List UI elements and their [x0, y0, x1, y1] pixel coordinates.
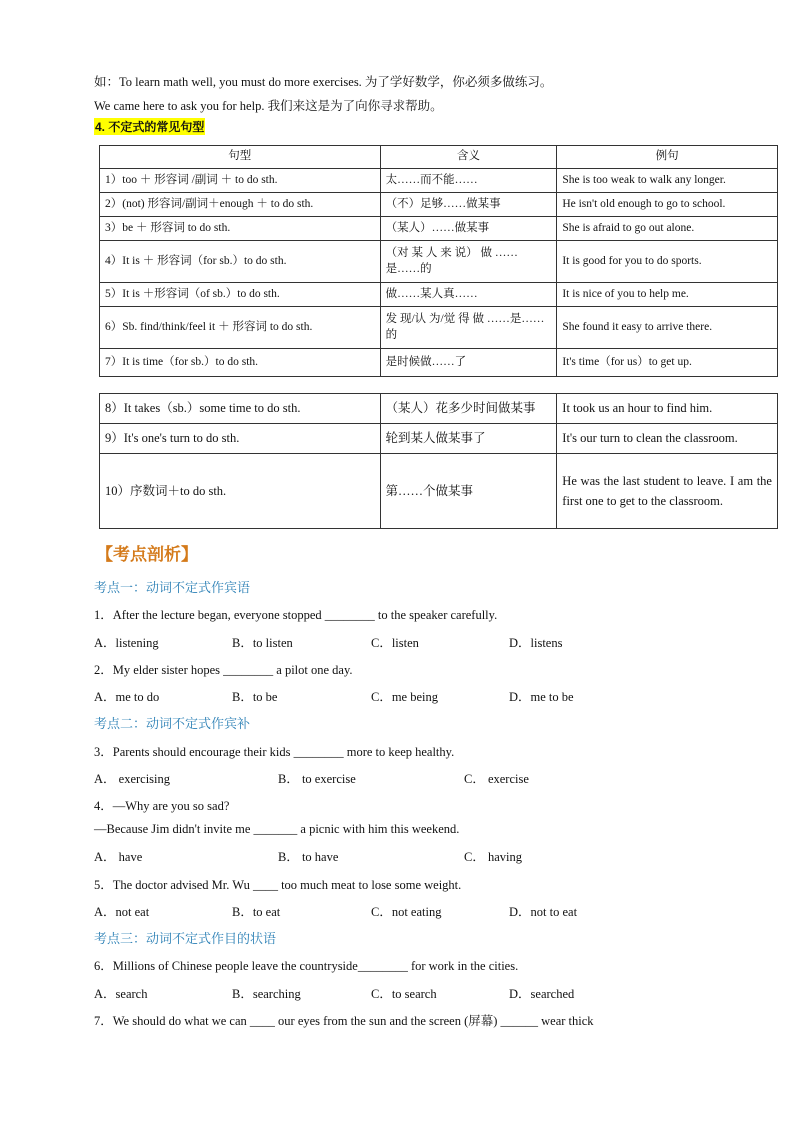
question-4-option-a: A． have	[94, 850, 143, 864]
table-cell: It's time（for us）to get up.	[557, 349, 778, 377]
table-row	[100, 349, 778, 377]
question-1-option-c: C．listen	[371, 636, 419, 650]
question-1-option-b: B．to listen	[232, 636, 293, 650]
topic-heading-1: 考点一：动词不定式作宾语	[94, 581, 251, 596]
question-3-option-c: C． exercise	[464, 772, 529, 786]
table-row	[100, 454, 778, 529]
table-cell: She is afraid to go out alone.	[557, 217, 778, 241]
question-1-option-a: A．listening	[94, 636, 159, 650]
table-cell: 3）be ＋ 形容词 to do sth.	[100, 217, 381, 241]
question-2-option-c: C．me being	[371, 690, 439, 704]
question-5-stem: 5．The doctor advised Mr. Wu ____ too much meat to lose some weight.	[94, 878, 462, 892]
question-4-stem-2: —Because Jim didn't invite me _______ a picnic with him this weekend.	[94, 822, 460, 836]
question-2-option-a: A．me to do	[94, 690, 160, 704]
topic-heading-2: 考点二：动词不定式作宾补	[94, 717, 251, 732]
table-cell: It took us an hour to find him.	[557, 394, 778, 424]
question-6-stem: 6．Millions of Chinese people leave the countryside________ for work in the cities.	[94, 959, 519, 973]
question-6-option-a: A．search	[94, 987, 148, 1001]
pattern-table-continued	[99, 393, 778, 529]
table-cell: 8）It takes（sb.）some time to do sth.	[100, 394, 381, 424]
section-heading: 4. 不定式的常见句型	[95, 120, 205, 134]
question-5-option-a: A．not eat	[94, 905, 150, 919]
table-cell: 6）Sb. find/think/feel it ＋ 形容词 to do sth.	[100, 307, 381, 349]
question-1-option-d: D．listens	[509, 636, 563, 650]
table-cell: She is too weak to walk any longer.	[557, 169, 778, 193]
table-cell: It's our turn to clean the classroom.	[557, 424, 778, 454]
table-cell: 第……个做某事	[380, 454, 557, 529]
table-cell: 做……某人真……	[380, 283, 557, 307]
question-3-stem: 3．Parents should encourage their kids ________ more to keep healthy.	[94, 745, 455, 759]
question-3-option-a: A． exercising	[94, 772, 171, 786]
table-header: 例句	[557, 146, 778, 169]
question-2-option-b: B．to be	[232, 690, 278, 704]
question-5-option-b: B．to eat	[232, 905, 281, 919]
table-cell: 轮到某人做某事了	[380, 424, 557, 454]
question-2-stem: 2．My elder sister hopes ________ a pilot one day.	[94, 663, 353, 677]
question-6-option-b: B．searching	[232, 987, 301, 1001]
table-cell: （对 某 人 来 说） 做 ……是……的	[380, 241, 557, 283]
table-cell: 1）too ＋ 形容词 /副词 ＋ to do sth.	[100, 169, 381, 193]
question-4-stem: 4．—Why are you so sad?	[94, 799, 230, 813]
question-2-option-d: D．me to be	[509, 690, 574, 704]
table-cell: He isn't old enough to go to school.	[557, 193, 778, 217]
question-4-option-b: B． to have	[278, 850, 339, 864]
intro-line-1: 如：To learn math well, you must do more exercises. 为了学好数学，你必须多做练习。	[94, 75, 553, 89]
question-7-stem: 7．We should do what we can ____ our eyes from the sun and the screen (屏幕) ______ wear thick	[94, 1014, 594, 1028]
table-header: 句型	[100, 146, 381, 169]
table-cell: It is good for you to do sports.	[557, 241, 778, 283]
question-5-option-d: D．not to eat	[509, 905, 578, 919]
topic-heading-3: 考点三：动词不定式作目的状语	[94, 932, 277, 947]
pattern-table	[99, 145, 778, 377]
table-row	[100, 169, 778, 193]
table-cell: 发 现/认 为/觉 得 做 ……是……的	[380, 307, 557, 349]
question-6-option-d: D．searched	[509, 987, 575, 1001]
table-row	[100, 193, 778, 217]
table-cell: 太……而不能……	[380, 169, 557, 193]
table-cell: 2）(not) 形容词/副词＋enough ＋ to do sth.	[100, 193, 381, 217]
table-cell: 5）It is ＋形容词（of sb.）to do sth.	[100, 283, 381, 307]
table-row	[100, 241, 778, 283]
table-cell: 4）It is ＋ 形容词（for sb.）to do sth.	[100, 241, 381, 283]
question-1-stem: 1．After the lecture began, everyone stopped ________ to the speaker carefully.	[94, 608, 498, 622]
intro-line-2: We came here to ask you for help. 我们来这是为了向你寻求帮助。	[94, 99, 443, 113]
table-cell: It is nice of you to help me.	[557, 283, 778, 307]
table-cell: 9）It's one's turn to do sth.	[100, 424, 381, 454]
table-cell: 7）It is time（for sb.）to do sth.	[100, 349, 381, 377]
table-row	[100, 424, 778, 454]
table-row	[100, 394, 778, 424]
section-title: 【考点剖析】	[96, 545, 198, 565]
table-cell: （不）足够……做某事	[380, 193, 557, 217]
table-cell: She found it easy to arrive there.	[557, 307, 778, 349]
table-row	[100, 283, 778, 307]
table-cell: 10）序数词＋to do sth.	[100, 454, 381, 529]
question-6-option-c: C．to search	[371, 987, 437, 1001]
question-3-option-b: B． to exercise	[278, 772, 356, 786]
table-cell: （某人）……做某事	[380, 217, 557, 241]
question-5-option-c: C．not eating	[371, 905, 442, 919]
table-header: 含义	[380, 146, 557, 169]
question-4-option-c: C． having	[464, 850, 522, 864]
table-header-row	[100, 146, 778, 169]
table-row	[100, 307, 778, 349]
table-cell: 是时候做……了	[380, 349, 557, 377]
table-cell: He was the last student to leave. I am the first one to get to the classroom.	[557, 454, 778, 529]
table-cell: （某人）花多少时间做某事	[380, 394, 557, 424]
table-row	[100, 217, 778, 241]
